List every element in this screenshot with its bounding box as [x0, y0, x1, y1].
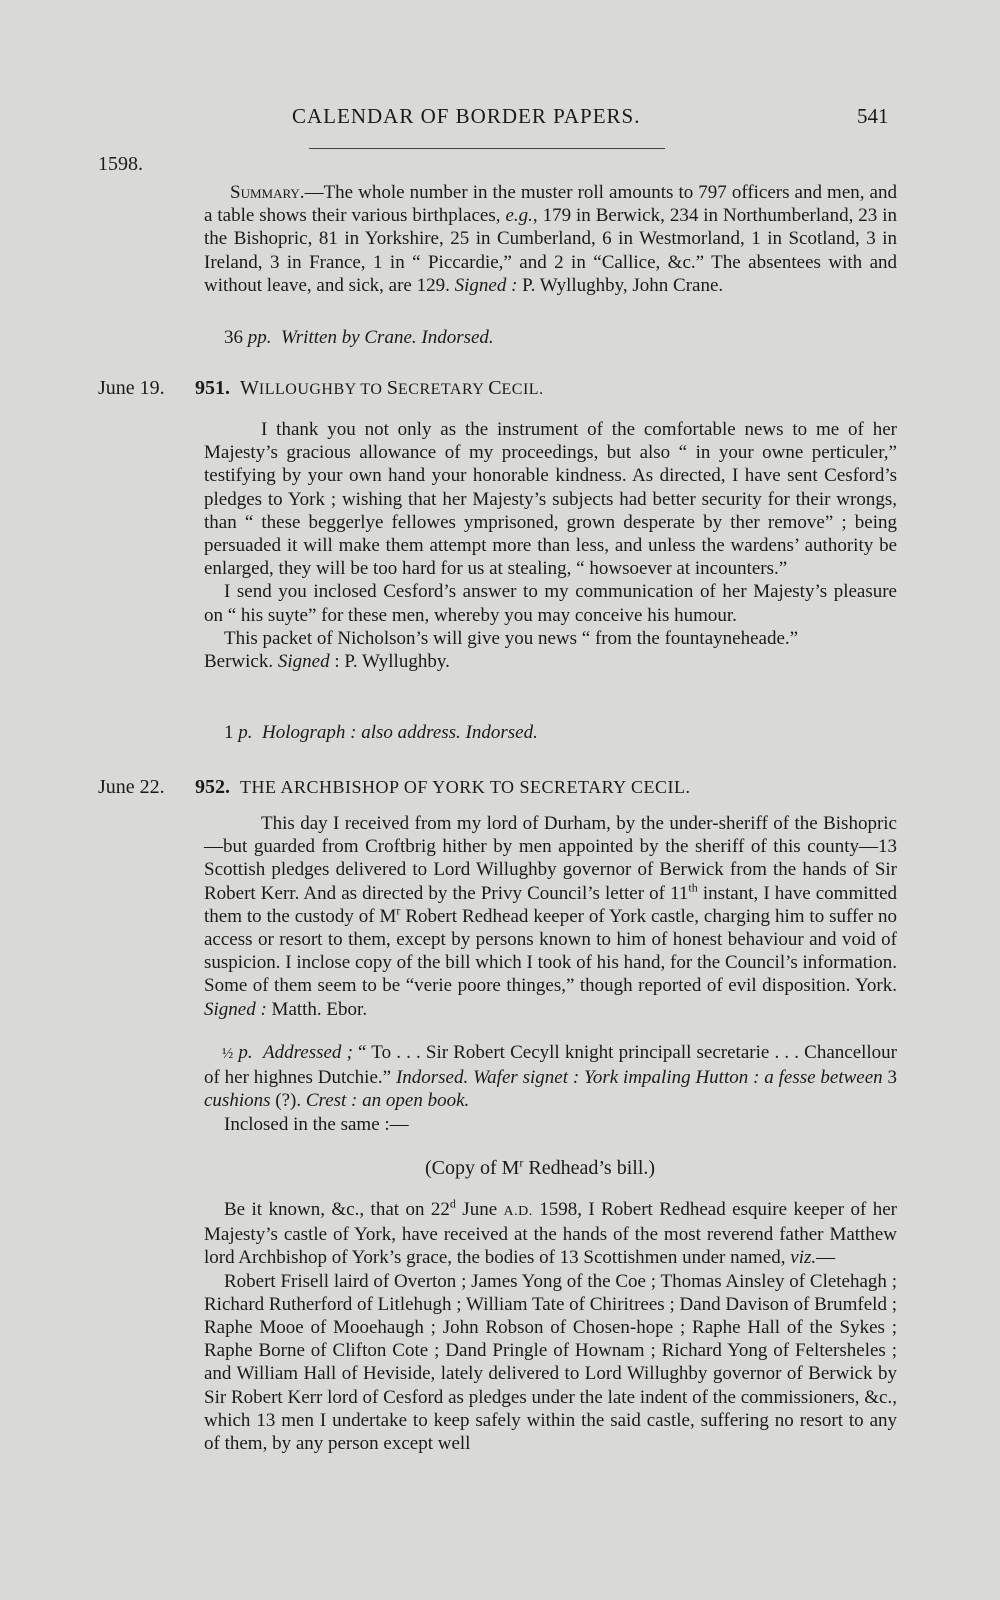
entry-952-heading: [195, 776, 690, 799]
page-header: [0, 104, 1000, 136]
page-number: 541: [857, 104, 889, 128]
entry-952-body: [204, 812, 897, 1021]
summary-text: —The whole number in the muster roll amounts to 797 officers and men, and a table shows their various birthplaces,: [204, 182, 897, 227]
entry-951-number: 951.: [195, 377, 230, 399]
summary-lead: Summary.: [230, 182, 305, 203]
bill-body: [204, 1198, 897, 1455]
entry-952-note: ½ p. Addressed ; “ To . . . Sir Robert Cecyll knight principall secretarie . . . Chancellour of her highnes Dutchie.” Indorsed. Wafer signet : York impaling Hutton : a fesse between 3 cushions (?). Crest : an open book. Inclosed in the same :—: [204, 1042, 898, 1135]
copy-heading: (Copy of $M^r$ Redhead’s bill.): [424, 1155, 656, 1179]
bill-paragraph-2: Robert Frisell laird of Overton ; James Yong of the Coe ; Thomas Ainsley of Cletehagh ; Richard Rutherford of Litlehugh ; William Tate of Chiritrees ; Dand Davison of Brumfeld ; Raphe Mooe of Mooehaugh ; John Robson of Chosen-hope ; Raphe Hall of the Sykes ; Raphe Borne of Clifton Cote ; Dand Pringle of Hownam ; Richard Yong of Feltersheles ; and William Hall of Heviside, lately delivered to Lord Willughby governor of Berwick by Sir Robert Kerr lord of Cesford as pledges under the late indent of the commissioners, &c., which 13 men I undertake to keep safely within the said castle, suffering no resort to any of them, by any person except well: [204, 1270, 897, 1455]
summary-note-rest: Written by Crane. Indorsed.: [281, 327, 494, 348]
summary-signed-label: Signed :: [454, 274, 518, 296]
running-title: CALENDAR OF BORDER PAPERS.: [292, 104, 641, 128]
entry-951-paragraph-2: I send you inclosed Cesford’s answer to my communication of her Majesty’s pleasure on “ his suyte” for these men, whereby you may conceive his humour.: [204, 581, 897, 626]
entry-951-signed-name: : P. Wyllughby.: [329, 651, 450, 673]
entry-951-heading: 951. WILLOUGHBY TO SECRETARY CECIL.: [195, 377, 544, 399]
summary-text-2: , 179 in Berwick, 234 in Northumberland, 23 in the Bishopric, 81 in Yorkshire, 25 in Cumberland, 6 in Westmorland, 1 in Scotland, 3 in Ireland, 3 in France, 1 in “ Piccardie,” and 2 in “Callice, &c.” The absentees with and without leave, and sick, are 129.: [204, 205, 898, 296]
entry-951-paragraph-1: I thank you not only as the instrument of the comfortable news to me of her Majesty’s gracious allowance of my proceedings, but also “ in your owne perticuler,” testifying by your own hand your honorable kindness. As directed, I have sent Cesford’s pledges to York ; wishing that her Majesty’s subjects had better security for their wrongs, than “ these beggerlye fellowes ymprisoned, grown desperate by ther remove” ; being persuaded it will make them attempt more than less, and unless the wardens’ authority be enlarged, they will be too hard for us at stealing, “ howsoever at incounters.”: [204, 419, 897, 580]
summary-paragraph: [204, 181, 897, 297]
entry-951-paragraph-3: This packet of Nicholson’s will give you news “ from the fountayneheade.”: [224, 627, 799, 649]
entry-952-paragraph-1: This day I received from my lord of Durham, by the under-sheriff of the Bishopric—but guarded from Croftbrig hither by men appointed by the sheriff of this county—13 Scottish pledges delivered to Lord Willughby governor of Berwick from the hands of Sir Robert Kerr. And as directed by the Privy Council’s letter of 11th instant, I have committed them to the custody of $M^r$ Robert Redhead keeper of York castle, charging him to suffer no access or resort to them, except by persons known to him of honest behaviour and void of suspicion. I inclose copy of the bill which I took of his hand, for the Council’s information. Some of them seem to be “verie poore thinges,” though reported of evil disposition. York. Signed : Matth. Ebor.: [204, 813, 898, 1020]
entry-952-number: 952.: [195, 776, 230, 798]
entry-951-body: [204, 418, 897, 673]
entry-951-signed-label: Signed: [277, 651, 330, 673]
bill-paragraph-1: Be it known, &c., that on 22$^d$ June A.D. 1598, I Robert Redhead esquire keeper of her Majesty’s castle of York, have received at the hands of the most reverend father Matthew lord Archbishop of York’s grace, the bodies of 13 Scottishmen under named, viz.—: [204, 1196, 897, 1269]
entry-952-signed-label: Signed :: [204, 998, 267, 1020]
summary-note-pp: pp.: [247, 327, 272, 348]
entry-952-title: THE ARCHBISHOP OF YORK TO SECRETARY CECIL.: [240, 777, 691, 797]
inclosed-line: Inclosed in the same :—: [224, 1113, 409, 1135]
year-marker: 1598.: [98, 153, 143, 175]
summary-note: [224, 327, 494, 349]
summary-note-pages: 36: [224, 327, 243, 348]
summary-eg: e.g.: [505, 205, 533, 227]
summary-signed-names: P. Wyllughby, John Crane.: [517, 274, 724, 296]
entry-952-signed-name: Matth. Ebor.: [266, 998, 368, 1020]
entry-951-signature-line: Berwick. Signed : P. Wyllughby.: [204, 651, 450, 673]
entry-951-date: June 19.: [98, 377, 165, 399]
entry-951-note: 1 p. Holograph : also address. Indorsed.: [224, 722, 538, 743]
header-rule: [309, 148, 665, 149]
entry-952-date: June 22.: [98, 776, 165, 798]
entry-951-note-rest: Holograph : also address. Indorsed.: [262, 722, 538, 743]
